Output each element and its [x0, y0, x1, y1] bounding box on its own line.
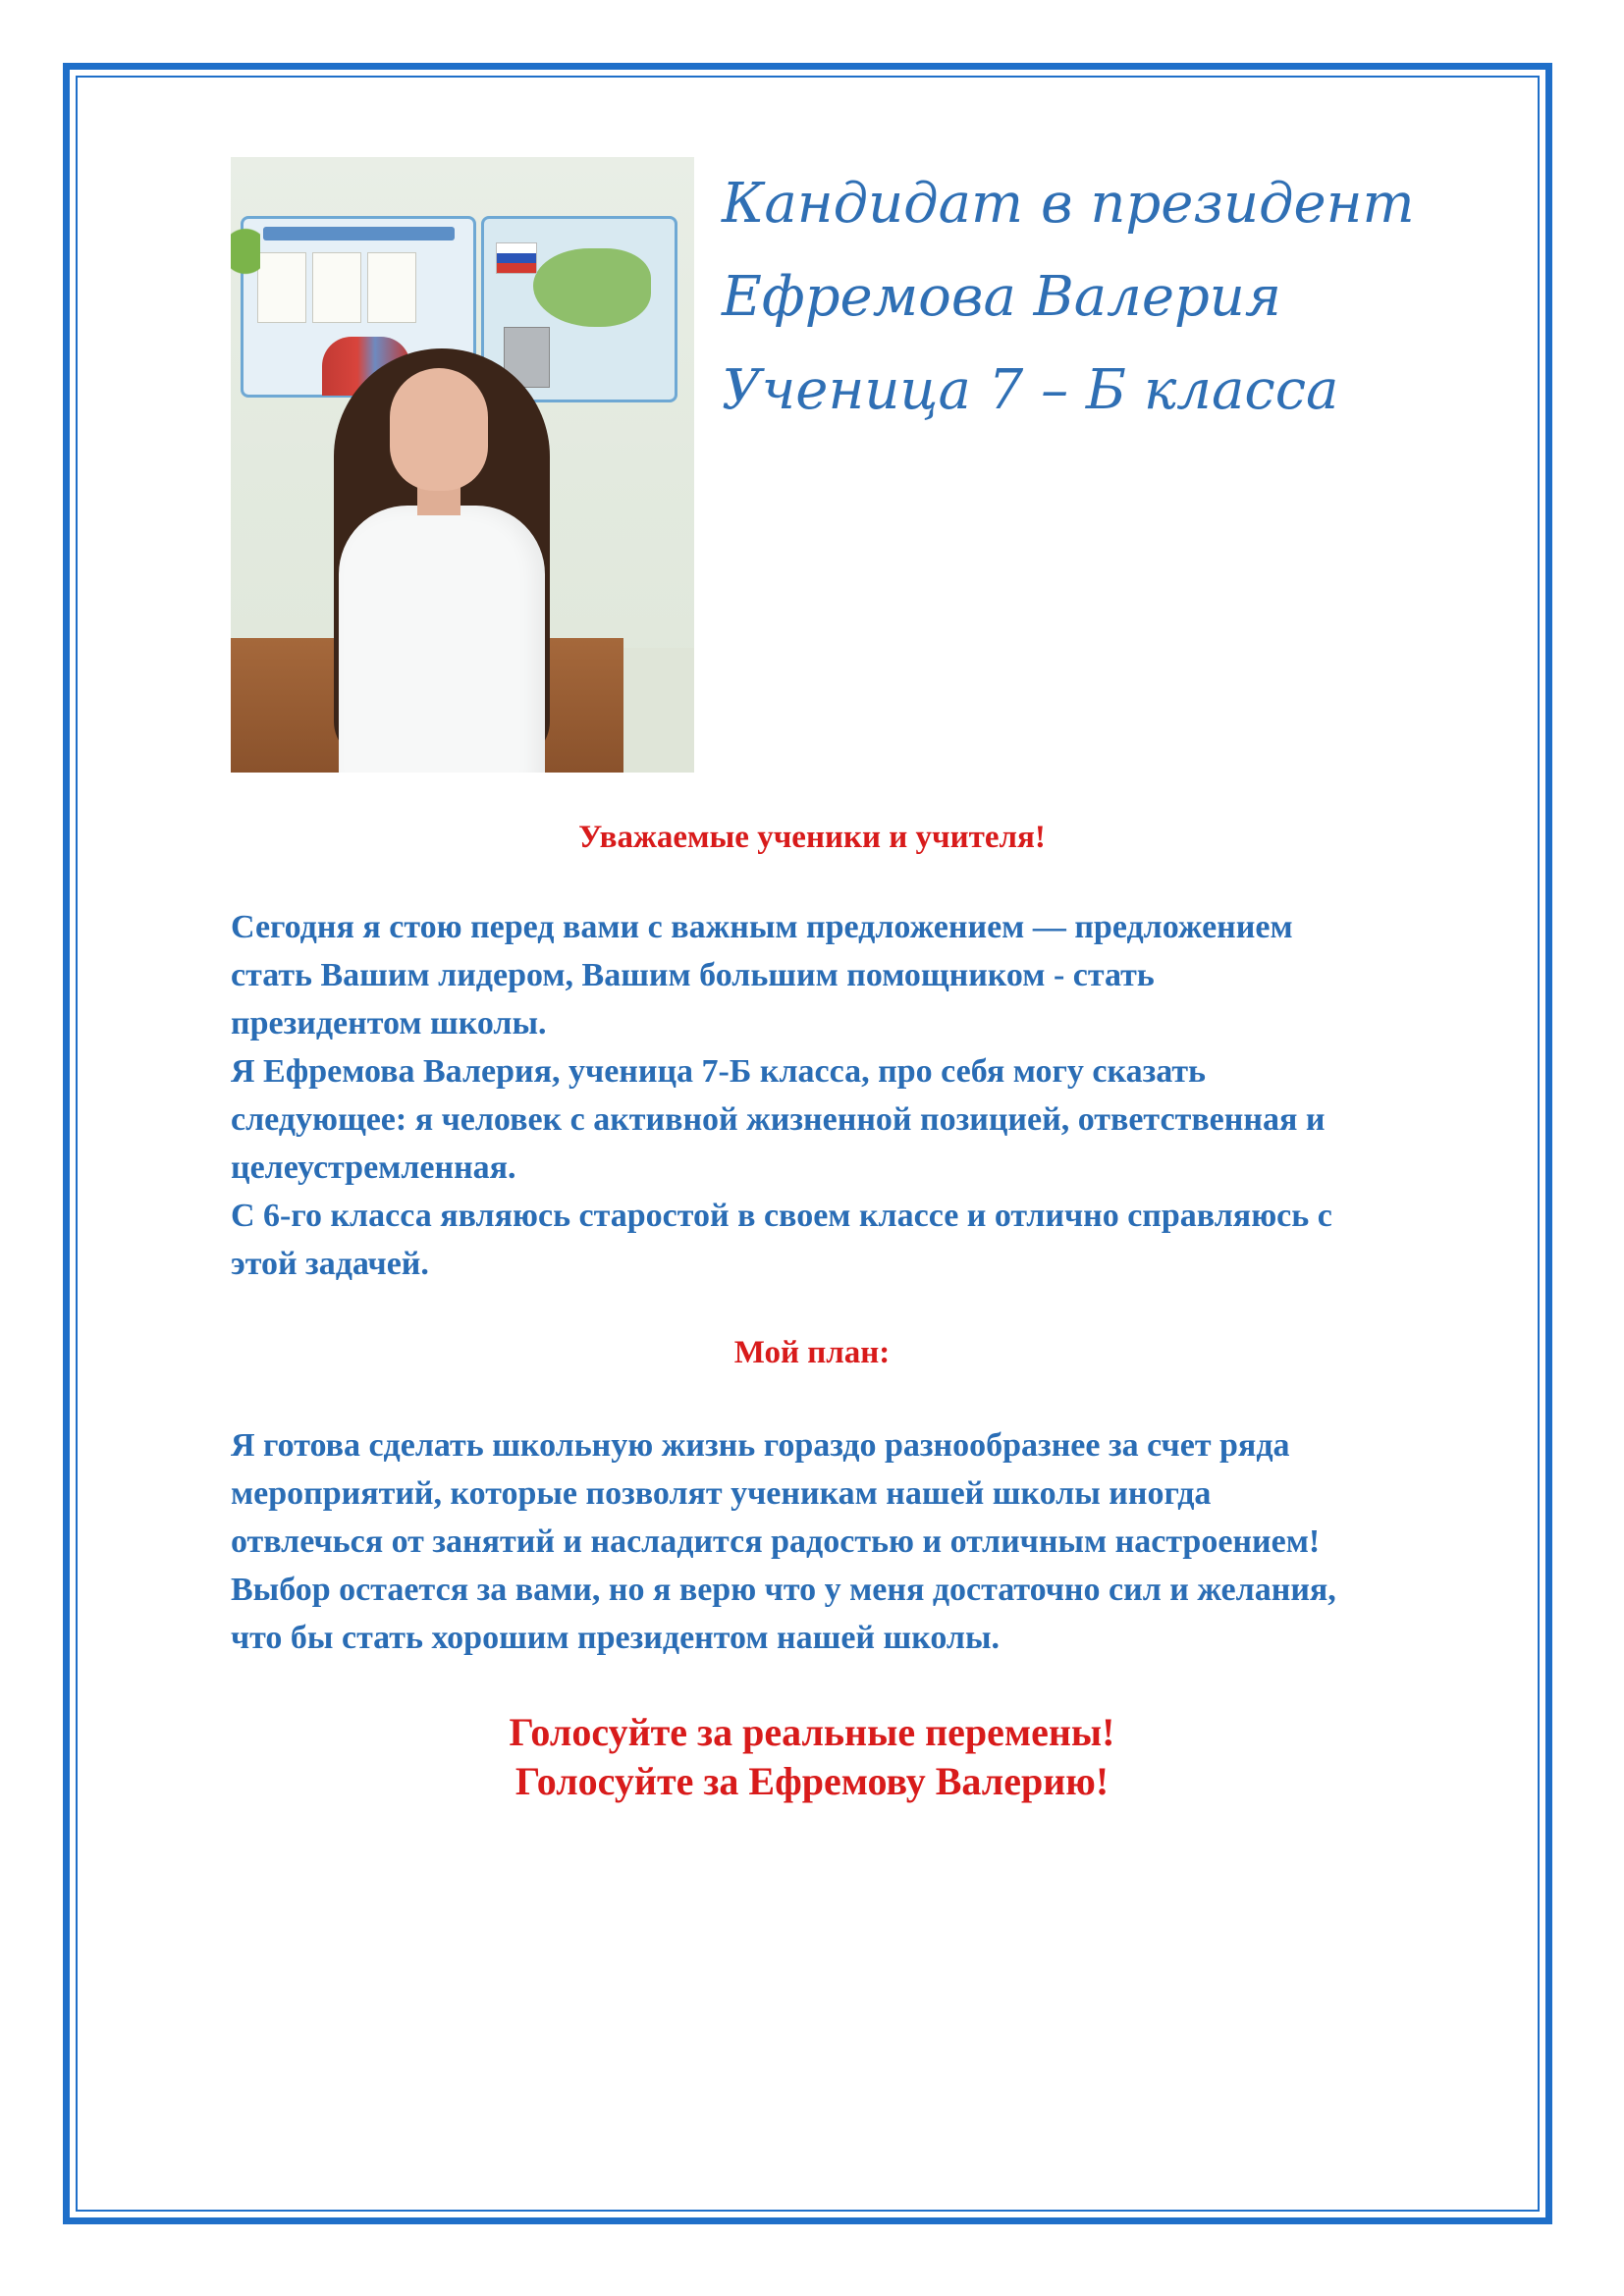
title-line-2: Ефремова Валерия — [722, 265, 1281, 329]
plan-line: что бы стать хорошим президентом нашей школы. — [231, 1620, 1001, 1656]
closing-slogan — [231, 1708, 1393, 1806]
title-line-1: Кандидат в президент — [722, 172, 1415, 236]
intro-line: Сегодня я стою перед вами с важным предложением — предложением — [231, 909, 1293, 945]
plan-line: мероприятий, которые позволят ученикам нашей школы иногда — [231, 1475, 1212, 1512]
title-line-3: Ученица 7 – Б класса — [722, 358, 1339, 422]
intro-paragraph — [231, 903, 1507, 1288]
candidate-photo — [231, 157, 694, 773]
intro-line: следующее: я человек с активной жизненной позицией, ответственная и — [231, 1101, 1326, 1138]
intro-line: С 6-го класса являюсь старостой в своем классе и отлично справляюсь с — [231, 1198, 1332, 1234]
greeting: Уважаемые ученики и учителя! — [578, 820, 1046, 855]
plan-line: Выбор остается за вами, но я верю что у меня достаточно сил и желания, — [231, 1572, 1336, 1608]
plan-paragraph — [231, 1421, 1507, 1662]
intro-line: целеустремленная. — [231, 1149, 516, 1186]
intro-line: президентом школы. — [231, 1005, 547, 1041]
intro-line: Я Ефремова Валерия, ученица 7-Б класса, про себя могу сказать — [231, 1053, 1207, 1090]
intro-line: стать Вашим лидером, Вашим большим помощником - стать — [231, 957, 1155, 993]
plan-heading: Мой план: — [733, 1335, 891, 1370]
page-title — [722, 157, 1507, 437]
intro-line: этой задачей. — [231, 1246, 429, 1282]
closing-line-1: Голосуйте за реальные перемены! — [509, 1710, 1115, 1754]
plan-line: Я готова сделать школьную жизнь гораздо разнообразнее за счет ряда — [231, 1427, 1290, 1464]
closing-line-2: Голосуйте за Ефремову Валерию! — [514, 1759, 1110, 1803]
plan-line: отвлечься от занятий и насладится радостью и отличным настроением! — [231, 1523, 1321, 1560]
